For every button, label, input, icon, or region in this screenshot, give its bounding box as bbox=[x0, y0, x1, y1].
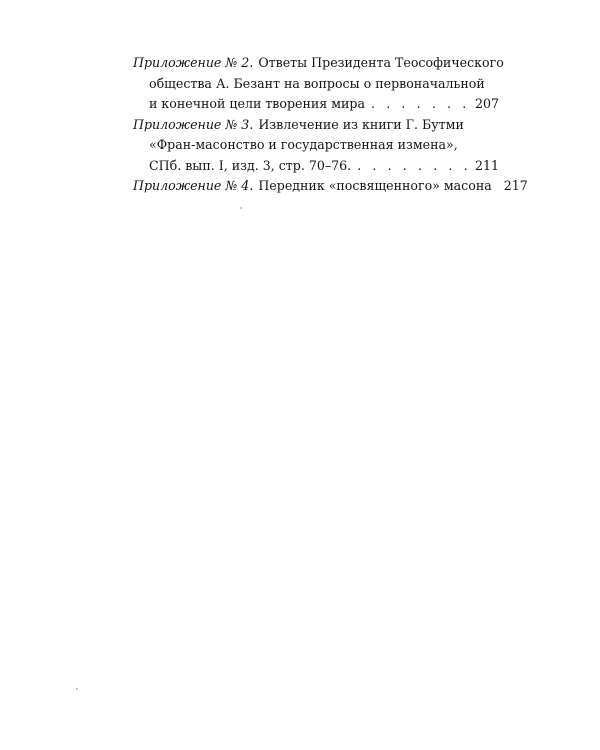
toc-line bbox=[133, 135, 497, 156]
toc-line bbox=[133, 94, 500, 115]
toc-line bbox=[133, 115, 497, 136]
toc-line bbox=[133, 53, 504, 74]
dot-leader bbox=[371, 94, 469, 115]
toc-entry-appendix-2 bbox=[133, 53, 504, 115]
page-number: 217 bbox=[503, 178, 528, 193]
dot-leader bbox=[357, 156, 469, 177]
toc-line bbox=[133, 176, 528, 197]
toc-entry-appendix-4 bbox=[133, 176, 528, 197]
appendix-label: Приложение № 2. bbox=[133, 55, 254, 70]
page-number: 207 bbox=[475, 96, 500, 111]
entry-text: общества А. Безант на вопросы о первоначальной bbox=[149, 75, 485, 91]
toc-entry-appendix-3 bbox=[133, 115, 500, 177]
toc-line bbox=[133, 156, 500, 177]
page-number: 211 bbox=[475, 157, 500, 173]
toc-line bbox=[133, 74, 497, 95]
entry-text: Извлечение из книги Г. Бутми bbox=[258, 116, 464, 132]
scan-speck bbox=[76, 688, 78, 690]
entry-text: «Фран-масонство и государственная измена», bbox=[149, 137, 458, 152]
scan-speck bbox=[240, 207, 242, 209]
entry-text: Ответы Президента Теософического bbox=[258, 55, 504, 70]
entry-text: и конечной цели творения мира bbox=[149, 96, 365, 111]
appendix-label: Приложение № 3. bbox=[133, 116, 254, 132]
table-of-contents bbox=[133, 53, 528, 197]
entry-text: Передник «посвященного» масона bbox=[258, 178, 492, 193]
entry-text: СПб. вып. I, изд. 3, стр. 70–76. bbox=[149, 157, 352, 173]
appendix-label: Приложение № 4. bbox=[133, 178, 254, 193]
